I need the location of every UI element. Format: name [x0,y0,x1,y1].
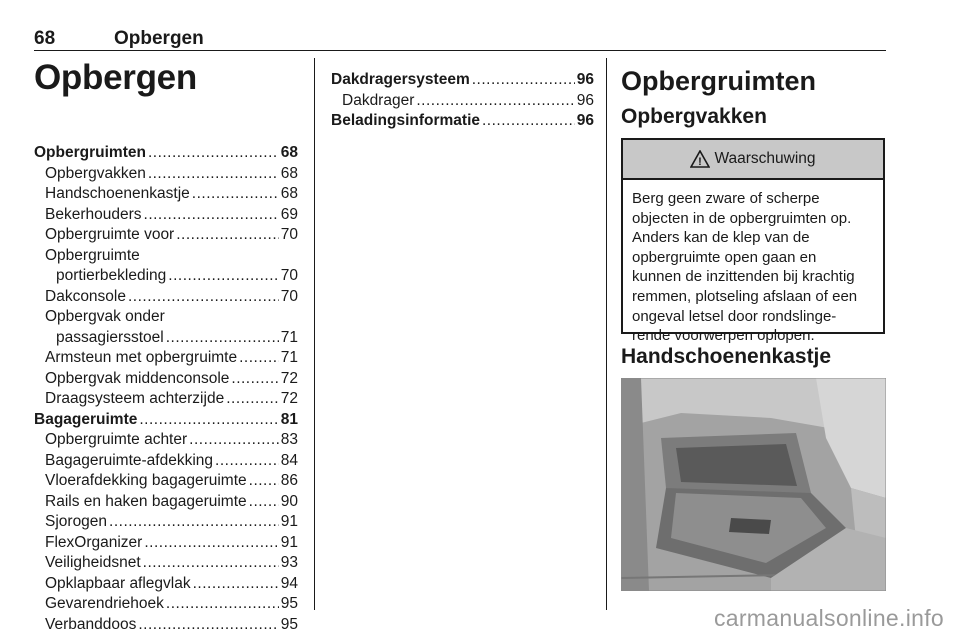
toc-entry[interactable] [34,533,298,554]
toc-entry-page: 90 [280,492,298,510]
toc-entry-title: Opbergvakken [45,164,146,182]
toc-entry-page: 93 [280,554,298,571]
toc-entry-title: Bagageruimte [34,410,138,428]
toc-entry[interactable] [34,205,298,226]
toc-entry[interactable] [34,471,298,492]
toc-entry-page: 84 [280,451,298,469]
toc-entry-title: Dakconsole [45,287,126,305]
warning-line: Anders kan de klep van de [632,229,810,247]
toc-entry-title: Draagsysteem achterzijde [45,390,225,407]
toc-entry[interactable] [331,91,594,112]
warning-line: Berg geen zware of scherpe [632,190,820,207]
warning-line: kunnen de inzittenden bij krachtig [632,268,855,286]
subsection-title: Opbergvakken [621,105,767,128]
toc-dot-leader [176,225,279,246]
page-number: 68 [34,28,56,49]
toc-entry-page: 83 [280,431,298,448]
column-divider [314,58,315,610]
toc-dot-leader [215,451,279,472]
toc-entry-title: Gevarendriehoek [45,595,164,612]
toc-dot-leader [166,594,279,615]
toc-entry-title: passagiersstoel [56,328,164,346]
page-header [34,26,886,51]
toc-entry[interactable] [34,553,298,574]
toc-entry[interactable] [34,389,298,410]
toc-entry-title: portierbekleding [56,267,167,284]
toc-entry-page: 70 [280,267,298,284]
toc-entry-page: 69 [280,205,298,223]
toc-entry-title: Bekerhouders [45,205,142,223]
toc-entry[interactable] [34,348,298,369]
toc-entry-page: 96 [576,91,594,109]
glovebox-illustration [621,378,886,591]
toc-entry[interactable] [331,70,594,91]
toc-entry-title: Armsteun met opbergruimte [45,349,238,366]
toc-dot-leader [482,111,575,132]
toc-dot-leader [226,389,279,410]
toc-entry-title: Dakdragersysteem [331,71,470,88]
warning-line: objecten in de opbergruimten op. [632,209,852,227]
toc-entry-title: Opbergruimte [45,246,140,264]
warning-text [623,180,883,346]
toc-middle-column [331,70,594,132]
toc-entry-page: 95 [280,615,298,633]
toc-entry-page: 68 [280,164,298,182]
warning-box [621,138,885,345]
toc-entry-page: 91 [280,533,298,551]
toc-entry[interactable] [34,164,298,185]
toc-entry[interactable] [34,512,298,533]
section-title: Opbergruimten [621,66,817,96]
toc-entry-title: Opklapbaar aflegvlak [45,574,191,592]
warning-line: ongeval letsel door rondslinge- [632,307,837,325]
toc-dot-leader [138,615,278,636]
toc-entry[interactable] [34,266,298,287]
warning-line: remmen, plotseling afslaan of een [632,287,858,305]
toc-dot-leader [239,348,279,369]
column-divider [606,58,607,610]
toc-entry-title: Opbergvak middenconsole [45,369,230,387]
toc-entry[interactable] [34,410,298,431]
toc-dot-leader [472,70,575,91]
toc-entry-page: 68 [280,185,298,202]
toc-entry[interactable] [34,287,298,308]
warning-header [623,140,883,180]
toc-dot-leader [144,205,279,226]
toc-dot-leader [166,328,279,349]
warning-title: Waarschuwing [714,150,816,167]
toc-dot-leader [192,184,279,205]
toc-entry-title: Verbanddoos [45,615,137,633]
toc-entry-title: Opbergruimte voor [45,226,175,243]
toc-entry-title: Sjorogen [45,513,108,530]
toc-entry-page: 70 [280,287,298,305]
toc-entry-title: Rails en haken bagageruimte [45,492,247,510]
toc-entry-title: Bagageruimte-afdekking [45,451,214,469]
subsection-title-glovebox: Handschoenenkastje [621,345,832,368]
toc-entry-page: 68 [280,144,298,161]
toc-entry[interactable] [34,574,298,595]
toc-entry[interactable] [34,143,298,164]
warning-line: opbergruimte open gaan en [632,248,817,266]
toc-left-column [34,143,298,635]
toc-entry-title: Veiligheidsnet [45,554,141,571]
toc-dot-leader [189,430,279,451]
toc-entry[interactable] [34,451,298,472]
chapter-title: Opbergen [34,58,197,97]
running-title: Opbergen [114,28,204,49]
toc-dot-leader [144,533,278,554]
toc-dot-leader [139,410,278,431]
toc-entry[interactable] [34,184,298,205]
toc-dot-leader [249,471,279,492]
toc-entry[interactable] [34,615,298,636]
warning-triangle-icon [690,150,710,168]
toc-entry-title: Opbergruimte achter [45,431,188,448]
toc-entry-title: Handschoenenkastje [45,185,190,202]
toc-entry-page: 72 [280,369,298,387]
toc-dot-leader [249,492,279,513]
toc-entry-page: 96 [576,112,594,129]
toc-entry-title: Opbergruimten [34,144,146,161]
toc-dot-leader [148,143,279,164]
toc-entry[interactable] [34,246,298,267]
toc-entry-title: Opbergvak onder [45,308,165,325]
toc-entry-page: 72 [280,390,298,407]
toc-entry-page: 96 [576,71,594,88]
toc-entry-page: 86 [280,472,298,489]
toc-entry-page: 94 [280,574,298,592]
toc-entry-title: Dakdrager [342,91,415,109]
toc-entry-title: Vloerafdekking bagageruimte [45,472,247,489]
toc-dot-leader [193,574,279,595]
toc-entry-page: 71 [280,328,298,346]
toc-dot-leader [231,369,278,390]
toc-entry[interactable] [34,430,298,451]
toc-dot-leader [168,266,278,287]
toc-entry[interactable] [34,307,298,328]
warning-line: rende voorwerpen oplopen. [632,327,815,345]
toc-dot-leader [148,164,279,185]
toc-entry-page: 91 [280,513,298,530]
toc-entry[interactable] [34,492,298,513]
toc-entry-page: 71 [280,349,298,366]
toc-entry[interactable] [331,111,594,132]
toc-entry-page: 81 [280,410,298,428]
toc-entry[interactable] [34,328,298,349]
toc-entry-page: 95 [280,595,298,612]
toc-entry[interactable] [34,594,298,615]
toc-entry-title: FlexOrganizer [45,533,143,551]
svg-text:!: ! [698,156,703,168]
toc-entry-title: Beladingsinformatie [331,112,480,129]
toc-dot-leader [143,553,279,574]
toc-entry[interactable] [34,369,298,390]
toc-entry[interactable] [34,225,298,246]
toc-dot-leader [109,512,279,533]
watermark: carmanualsonline.info [713,605,944,631]
toc-entry-page: 70 [280,226,298,243]
toc-dot-leader [128,287,279,308]
toc-dot-leader [416,91,574,112]
